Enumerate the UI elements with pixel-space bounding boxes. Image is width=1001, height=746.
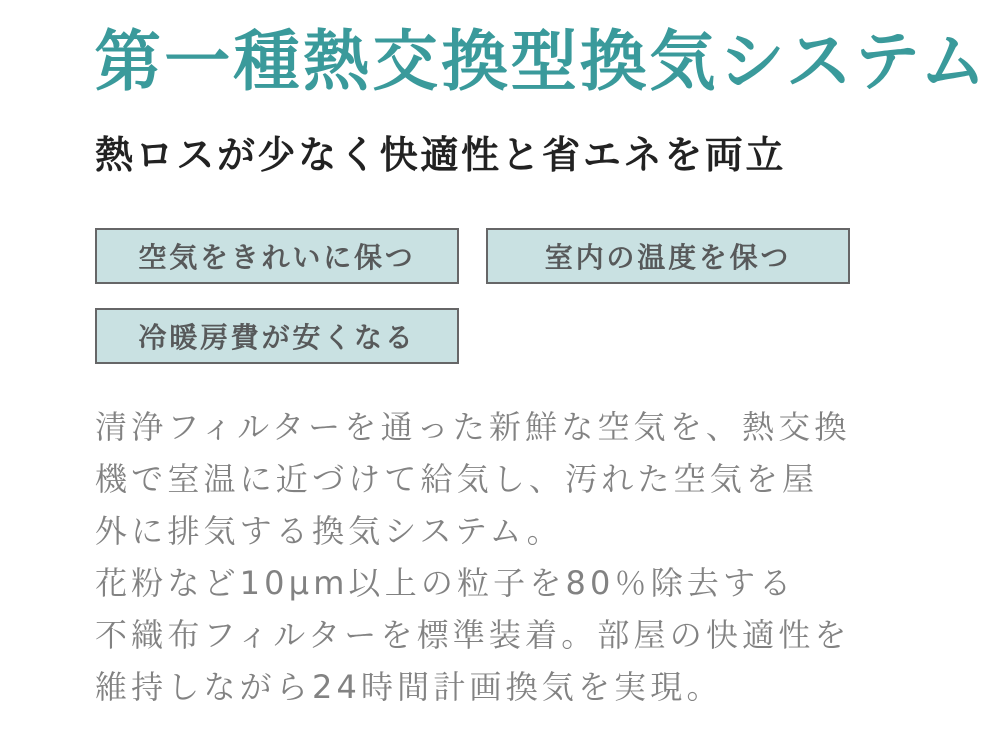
- feature-badge-list: [95, 228, 895, 364]
- description-paragraph: [95, 401, 906, 713]
- feature-badge-keep-temperature: 室内の温度を保つ: [486, 228, 850, 284]
- description-line: 機で室温に近づけて給気し、汚れた空気を屋: [95, 459, 819, 498]
- description-line: 清浄フィルターを通った新鮮な空気を、熱交換: [95, 407, 851, 446]
- feature-badge-clean-air: 空気をきれいに保つ: [95, 228, 459, 284]
- description-line: 維持しながら24時間計画換気を実現。: [95, 667, 723, 706]
- description-line: 不織布フィルターを標準装着。部屋の快適性を: [95, 615, 851, 654]
- description-line: 花粉など10μm以上の粒子を80％除去する: [95, 563, 796, 602]
- page-title: 第一種熱交換型換気システム: [95, 23, 990, 100]
- feature-badge-lower-cost: 冷暖房費が安くなる: [95, 308, 459, 364]
- page-subtitle: 熱ロスが少なく快適性と省エネを両立: [95, 132, 787, 177]
- description-line: 外に排気する換気システム。: [95, 511, 563, 550]
